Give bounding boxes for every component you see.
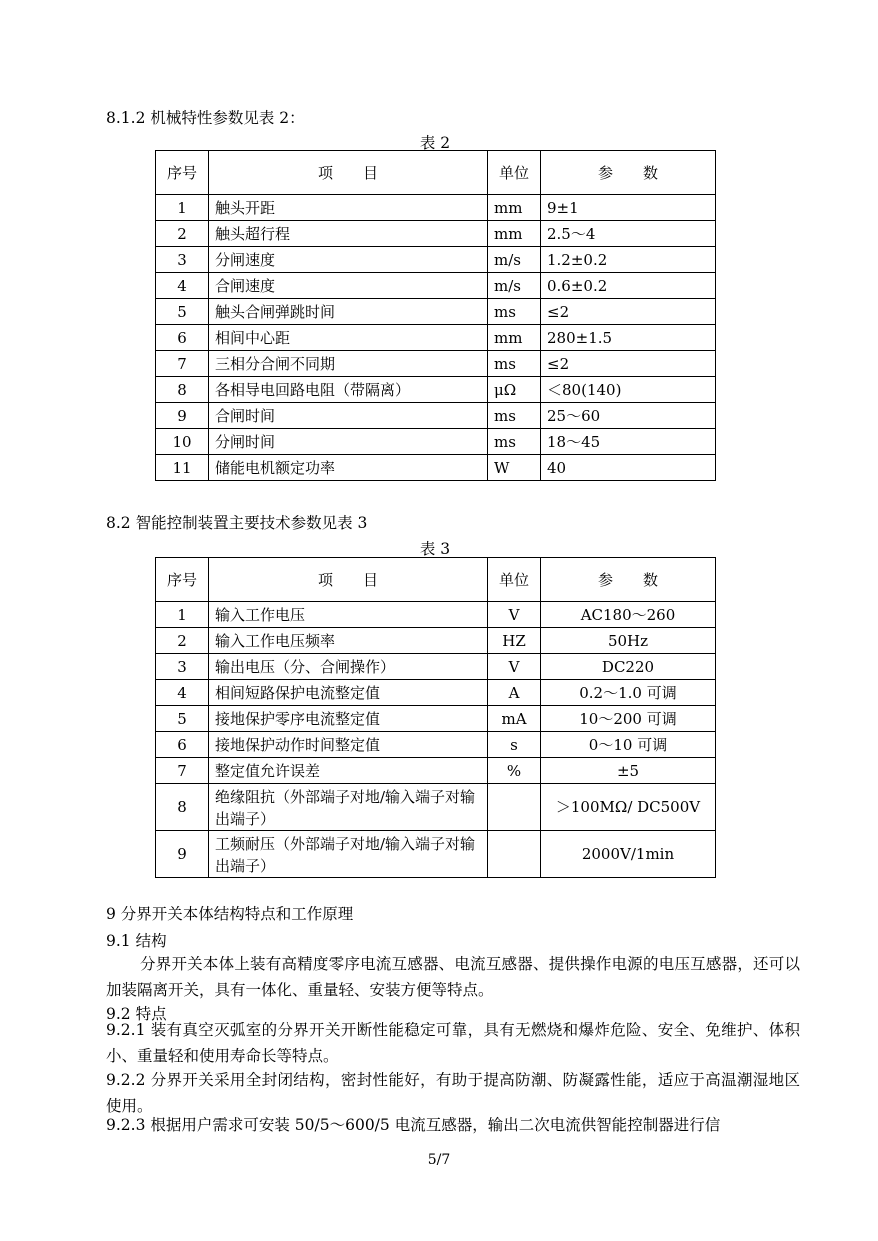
cell-unit: W	[488, 455, 541, 481]
cell-index: 6	[156, 325, 209, 351]
cell-item: 整定值允许误差	[209, 758, 488, 784]
cell-value: ＜80(140)	[541, 377, 716, 403]
cell-item: 相间短路保护电流整定值	[209, 680, 488, 706]
table-row	[156, 325, 716, 351]
cell-unit: A	[488, 680, 541, 706]
section-9-heading: 9 分界开关本体结构特点和工作原理	[106, 905, 354, 923]
table-row	[156, 602, 716, 628]
cell-value: 10～200 可调	[541, 706, 716, 732]
cell-index: 11	[156, 455, 209, 481]
table-row	[156, 706, 716, 732]
cell-index: 2	[156, 221, 209, 247]
cell-unit: μΩ	[488, 377, 541, 403]
paragraph-9-2-1: 9.2.1 装有真空灭弧室的分界开关开断性能稳定可靠，具有无燃烧和爆炸危险、安全、免维护、体积小、重量轻和使用寿命长等特点。	[106, 1021, 800, 1065]
cell-unit: ms	[488, 403, 541, 429]
header-item: 项 目	[209, 151, 488, 195]
page-number: 5/7	[427, 1152, 451, 1168]
cell-item: 合闸时间	[209, 403, 488, 429]
header-value: 参 数	[541, 151, 716, 195]
cell-item: 工频耐压（外部端子对地/输入端子对输出端子）	[209, 831, 488, 878]
cell-item: 合闸速度	[209, 273, 488, 299]
cell-index: 4	[156, 680, 209, 706]
cell-unit: V	[488, 602, 541, 628]
cell-index: 9	[156, 831, 209, 878]
cell-index: 2	[156, 628, 209, 654]
table-row	[156, 273, 716, 299]
table-row	[156, 680, 716, 706]
cell-item: 分闸时间	[209, 429, 488, 455]
cell-item: 输出电压（分、合闸操作）	[209, 654, 488, 680]
cell-unit: V	[488, 654, 541, 680]
cell-index: 8	[156, 784, 209, 831]
header-item: 项 目	[209, 558, 488, 602]
section-8-2-heading: 8.2 智能控制装置主要技术参数见表 3	[106, 514, 368, 532]
cell-value: 50Hz	[541, 628, 716, 654]
cell-value: 2000V/1min	[541, 831, 716, 878]
cell-index: 7	[156, 758, 209, 784]
paragraph-9-2-2: 9.2.2 分界开关采用全封闭结构，密封性能好，有助于提高防潮、防凝露性能，适应于高温潮湿地区使用。	[106, 1071, 800, 1115]
table-2	[155, 150, 716, 481]
cell-item: 绝缘阻抗（外部端子对地/输入端子对输出端子）	[209, 784, 488, 831]
header-index: 序号	[156, 151, 209, 195]
table-row	[156, 654, 716, 680]
cell-index: 6	[156, 732, 209, 758]
section-8-1-2-heading: 8.1.2 机械特性参数见表 2：	[106, 109, 305, 127]
cell-unit: mm	[488, 221, 541, 247]
cell-index: 1	[156, 602, 209, 628]
cell-value: ≤2	[541, 351, 716, 377]
cell-index: 1	[156, 195, 209, 221]
cell-unit: ms	[488, 299, 541, 325]
cell-value: 280±1.5	[541, 325, 716, 351]
table-row	[156, 351, 716, 377]
table-row	[156, 403, 716, 429]
cell-unit: mm	[488, 195, 541, 221]
table-row	[156, 377, 716, 403]
cell-unit	[488, 831, 541, 878]
cell-unit: ms	[488, 429, 541, 455]
cell-unit: mA	[488, 706, 541, 732]
cell-value: 40	[541, 455, 716, 481]
cell-item: 触头合闸弹跳时间	[209, 299, 488, 325]
table-row	[156, 455, 716, 481]
cell-value: 18～45	[541, 429, 716, 455]
header-unit: 单位	[488, 558, 541, 602]
cell-unit: ms	[488, 351, 541, 377]
cell-item: 触头超行程	[209, 221, 488, 247]
cell-item: 三相分合闸不同期	[209, 351, 488, 377]
table-row	[156, 758, 716, 784]
cell-unit: m/s	[488, 247, 541, 273]
cell-value: 9±1	[541, 195, 716, 221]
table-2-header-row	[156, 151, 716, 195]
cell-value: 25～60	[541, 403, 716, 429]
cell-value: 1.2±0.2	[541, 247, 716, 273]
table-row	[156, 221, 716, 247]
cell-item: 各相导电回路电阻（带隔离）	[209, 377, 488, 403]
paragraph-9-1: 分界开关本体上装有高精度零序电流互感器、电流互感器、提供操作电源的电压互感器，还可以加装隔离开关，具有一体化、重量轻、安装方便等特点。	[106, 955, 800, 999]
cell-index: 9	[156, 403, 209, 429]
cell-unit: mm	[488, 325, 541, 351]
table-row	[156, 429, 716, 455]
table-row	[156, 195, 716, 221]
table-row	[156, 831, 716, 878]
cell-index: 10	[156, 429, 209, 455]
cell-item: 输入工作电压	[209, 602, 488, 628]
cell-index: 8	[156, 377, 209, 403]
cell-unit	[488, 784, 541, 831]
cell-index: 3	[156, 247, 209, 273]
table-row	[156, 247, 716, 273]
cell-value: 0.6±0.2	[541, 273, 716, 299]
cell-unit: s	[488, 732, 541, 758]
cell-item: 输入工作电压频率	[209, 628, 488, 654]
cell-item: 相间中心距	[209, 325, 488, 351]
header-value: 参 数	[541, 558, 716, 602]
cell-index: 5	[156, 299, 209, 325]
table-3-header-row	[156, 558, 716, 602]
cell-index: 4	[156, 273, 209, 299]
table-3-caption: 表 3	[419, 540, 451, 558]
cell-value: ≤2	[541, 299, 716, 325]
section-9-2-heading: 9.2 特点	[106, 1005, 167, 1023]
cell-item: 储能电机额定功率	[209, 455, 488, 481]
table-row	[156, 732, 716, 758]
cell-unit: HZ	[488, 628, 541, 654]
table-row	[156, 299, 716, 325]
header-index: 序号	[156, 558, 209, 602]
table-row	[156, 628, 716, 654]
paragraph-9-2-3: 9.2.3 根据用户需求可安装 50/5～600/5 电流互感器，输出二次电流供智能控制器进行信	[106, 1116, 721, 1134]
cell-value: AC180～260	[541, 602, 716, 628]
cell-index: 5	[156, 706, 209, 732]
cell-value: 0～10 可调	[541, 732, 716, 758]
cell-unit: m/s	[488, 273, 541, 299]
cell-item: 分闸速度	[209, 247, 488, 273]
cell-value: 2.5～4	[541, 221, 716, 247]
cell-value: ＞100MΩ/ DC500V	[541, 784, 716, 831]
cell-index: 3	[156, 654, 209, 680]
table-row	[156, 784, 716, 831]
cell-item: 触头开距	[209, 195, 488, 221]
cell-value: 0.2～1.0 可调	[541, 680, 716, 706]
cell-item: 接地保护动作时间整定值	[209, 732, 488, 758]
cell-item: 接地保护零序电流整定值	[209, 706, 488, 732]
table-3	[155, 557, 716, 878]
cell-unit: %	[488, 758, 541, 784]
section-9-1-heading: 9.1 结构	[106, 932, 167, 950]
cell-index: 7	[156, 351, 209, 377]
table-2-caption: 表 2	[419, 134, 451, 152]
header-unit: 单位	[488, 151, 541, 195]
cell-value: ±5	[541, 758, 716, 784]
cell-value: DC220	[541, 654, 716, 680]
